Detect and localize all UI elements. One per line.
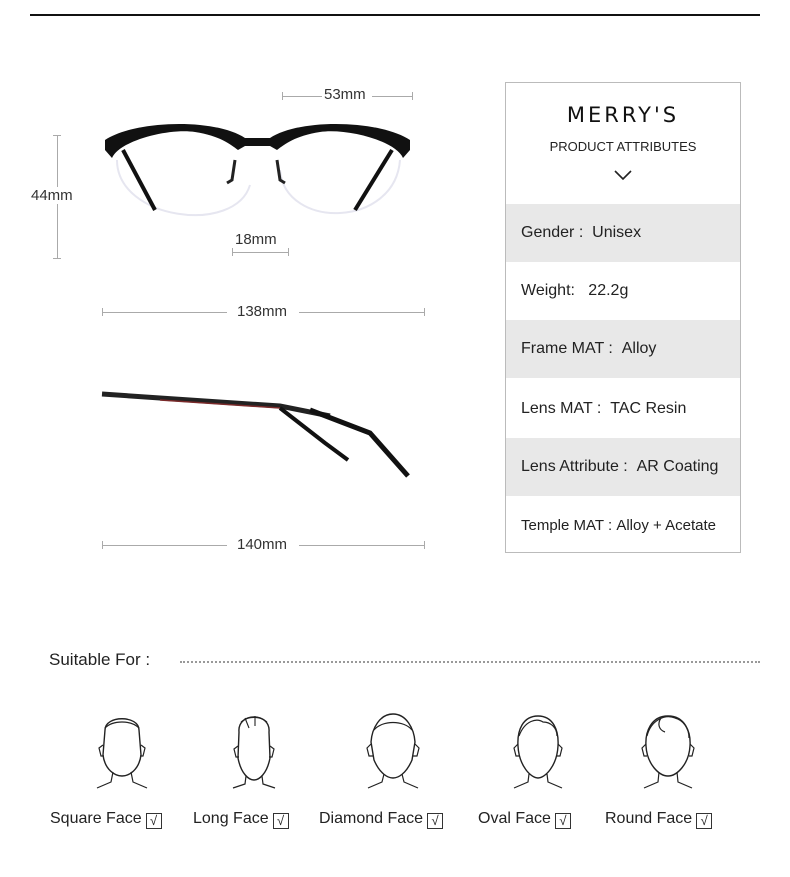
attr-row-frame-mat [506, 320, 740, 378]
diamond-face-icon [362, 710, 424, 790]
attr-label: Gender : [521, 224, 584, 241]
oval-face-icon [507, 710, 569, 790]
face-label-square: Square Face √ [50, 810, 162, 828]
lens-height-label: 44mm [31, 187, 73, 204]
checkbox-icon: √ [146, 813, 162, 829]
attr-value: Alloy [621, 340, 657, 357]
attr-row-gender [506, 204, 740, 262]
attr-value: 22.2g [588, 282, 629, 299]
lens-width-line-right [372, 96, 412, 97]
attr-value: Unisex [592, 224, 642, 241]
checkbox-icon: √ [427, 813, 443, 829]
attr-row-lens-attribute [506, 438, 740, 496]
checkbox-icon: √ [696, 813, 712, 829]
brand-logo: MERRY'S [566, 103, 680, 127]
attr-value: TAC Resin [610, 400, 687, 417]
bridge-label: 18mm [235, 231, 277, 248]
frame-width-line-left [102, 312, 227, 313]
square-face-icon [93, 710, 151, 790]
checkbox-icon: √ [555, 813, 571, 829]
attr-row-weight [506, 262, 740, 320]
top-rule [30, 14, 760, 16]
panel-subtitle: PRODUCT ATTRIBUTES [549, 139, 697, 154]
frame-width-label: 138mm [237, 303, 288, 320]
attr-label: Temple MAT : [521, 516, 613, 534]
long-face-icon [225, 710, 283, 790]
frame-width-line-right [299, 312, 425, 313]
suitable-for-title: Suitable For : [49, 650, 151, 669]
attr-value: AR Coating [636, 458, 719, 475]
attr-row-temple-mat [506, 496, 740, 554]
lens-width-line-left [282, 96, 322, 97]
lens-width-label: 53mm [324, 86, 366, 103]
product-attributes-panel [505, 82, 741, 553]
temple-length-label: 140mm [237, 536, 288, 553]
dotted-divider [180, 661, 760, 663]
temple-line-right [299, 545, 425, 546]
attr-label: Frame MAT : [521, 340, 613, 357]
face-label-oval: Oval Face √ [478, 810, 571, 828]
face-label-round: Round Face √ [605, 810, 712, 828]
glasses-front-image [95, 110, 420, 240]
temple-line-left [102, 545, 227, 546]
attr-label: Lens MAT : [521, 400, 602, 417]
attr-row-lens-mat [506, 380, 740, 438]
attr-label: Lens Attribute : [521, 458, 628, 475]
chevron-down-icon [613, 169, 633, 181]
bridge-line [232, 252, 289, 253]
round-face-icon [637, 710, 699, 790]
attr-label: Weight: [521, 282, 575, 299]
face-label-long: Long Face √ [193, 810, 289, 828]
glasses-side-image [100, 388, 420, 488]
checkbox-icon: √ [273, 813, 289, 829]
face-label-diamond: Diamond Face √ [319, 810, 443, 828]
attr-value: Alloy + Acetate [616, 516, 716, 534]
